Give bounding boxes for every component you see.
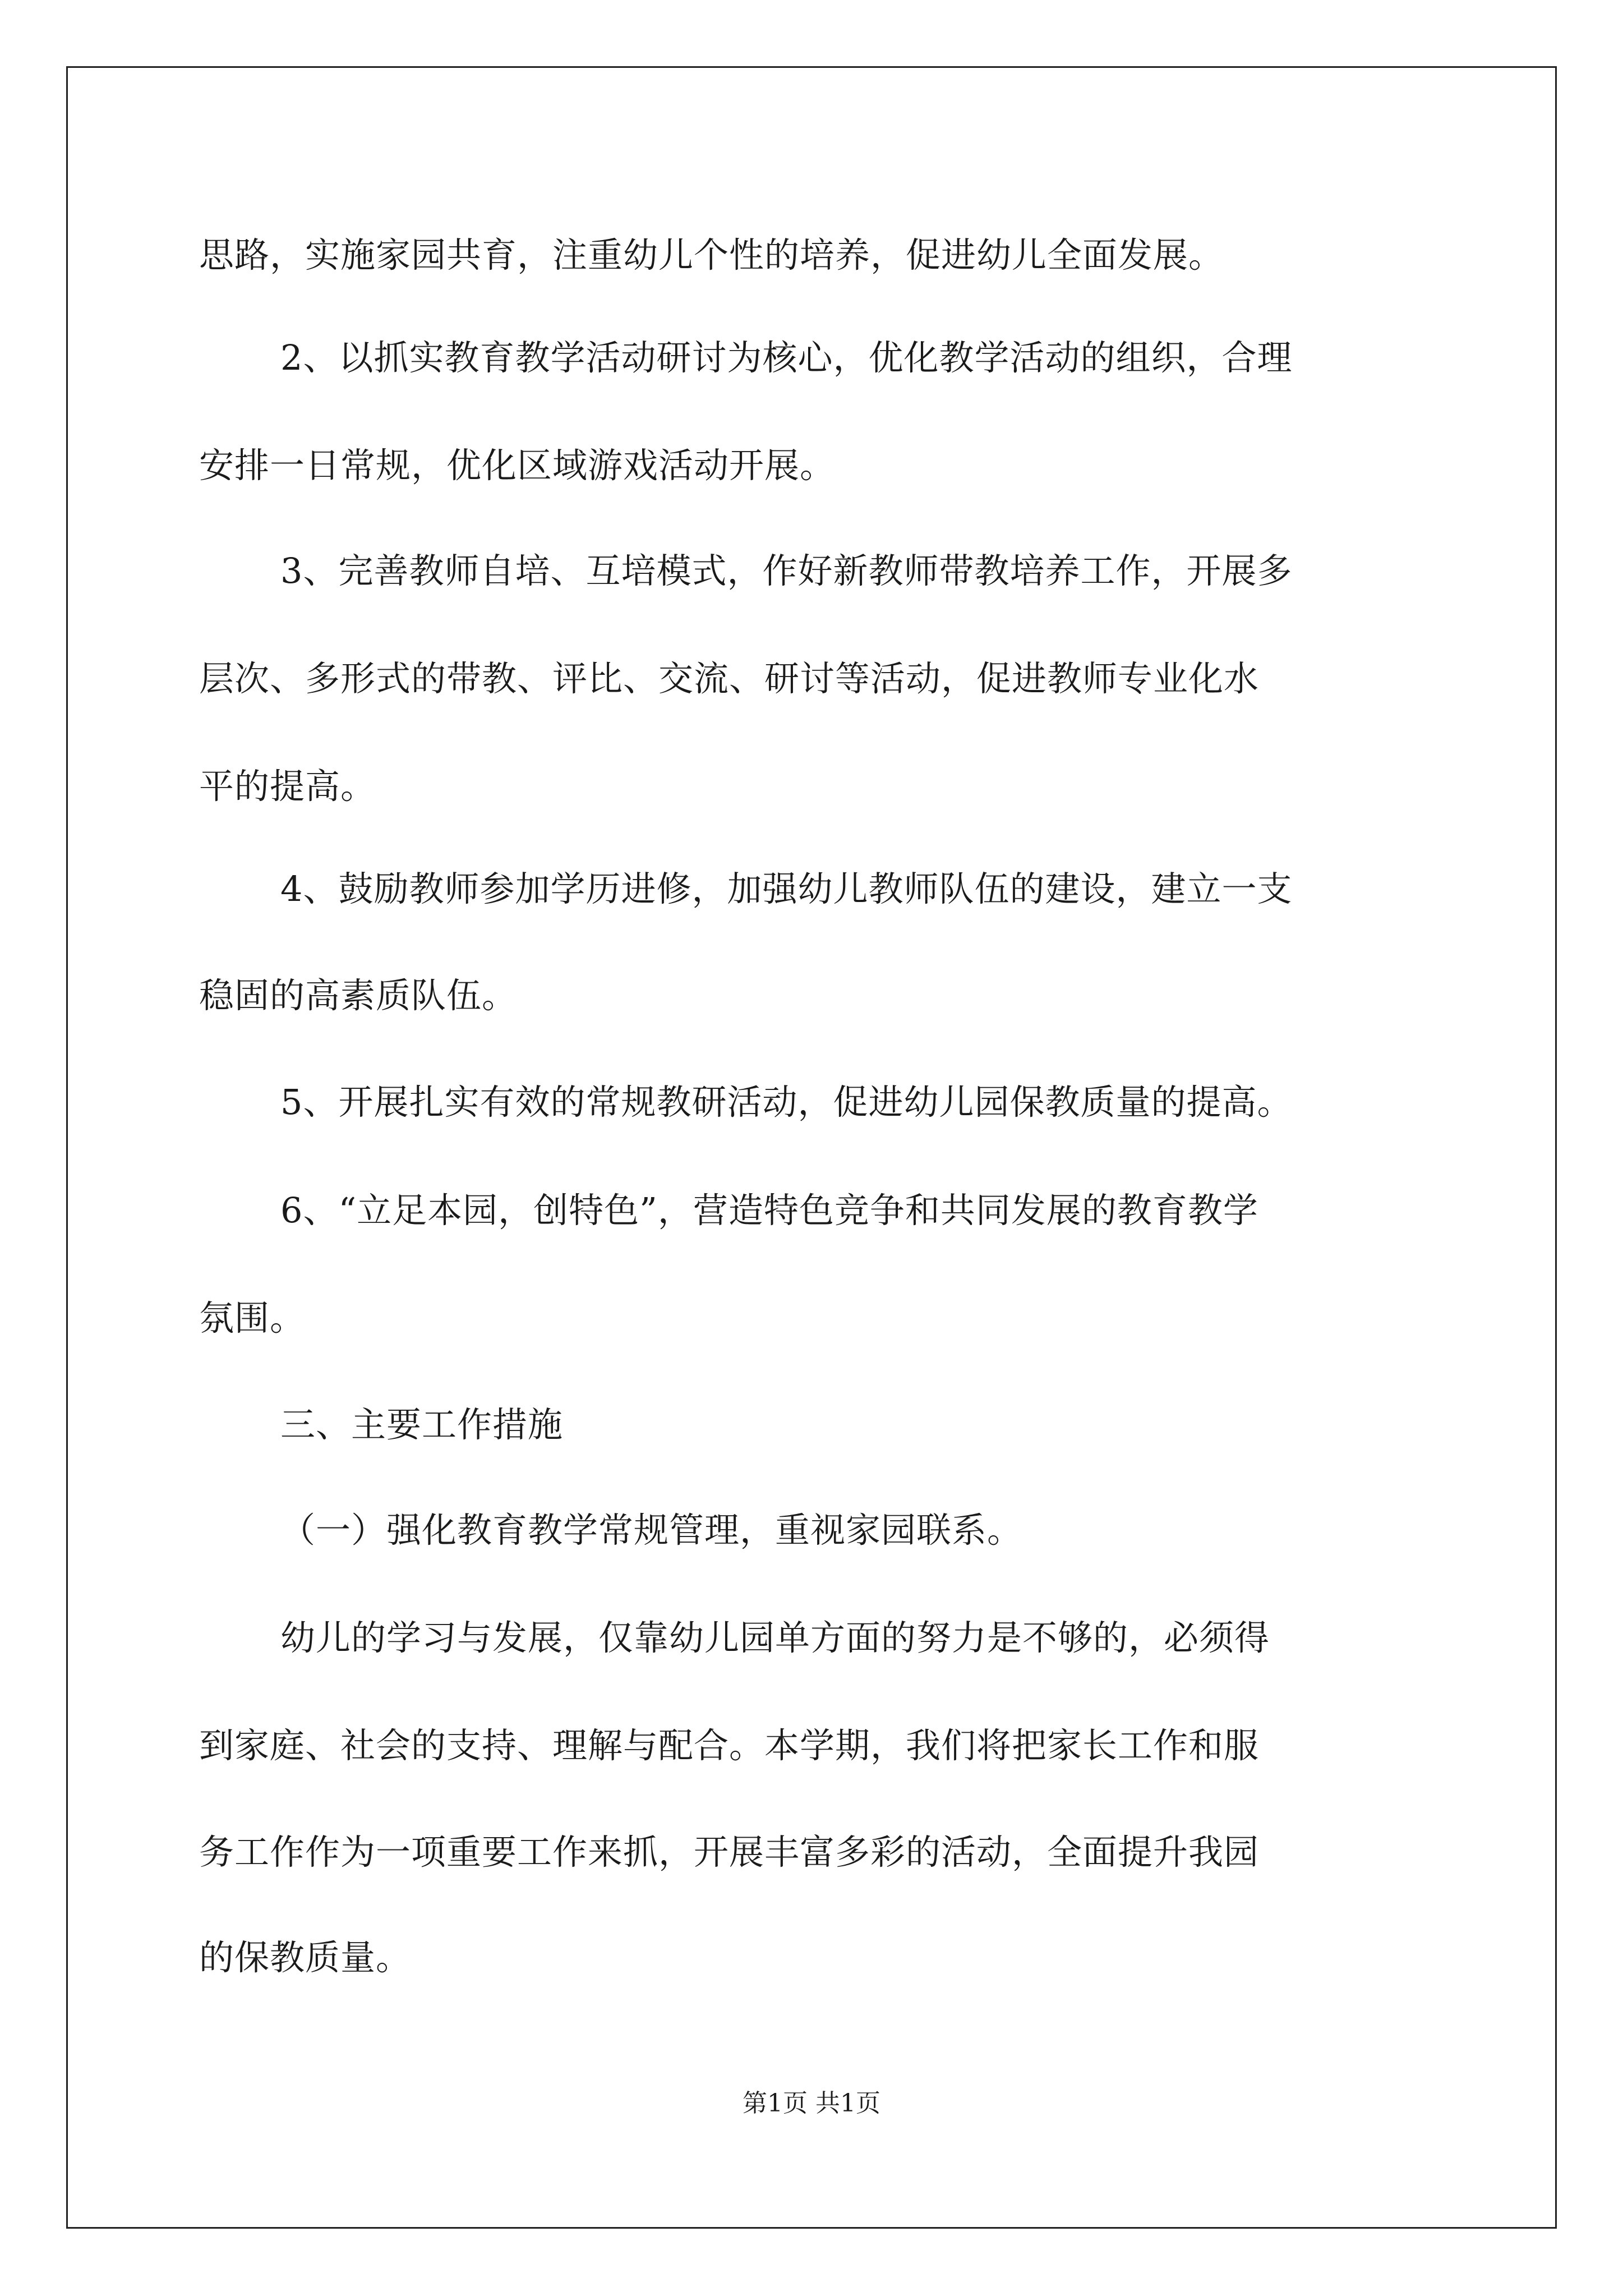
paragraph-line: 氛围。 xyxy=(199,1297,306,1338)
paragraph-line: 4、鼓励教师参加学历进修，加强幼儿教师队伍的建设，建立一支 xyxy=(280,868,1293,909)
paragraph-line: 稳固的高素质队伍。 xyxy=(199,975,518,1016)
subsection-heading: （一）强化教育教学常规管理，重视家园联系。 xyxy=(280,1510,1023,1550)
paragraph-line: 3、完善教师自培、互培模式，作好新教师带教培养工作，开展多 xyxy=(280,550,1293,591)
paragraph-line: 5、开展扎实有效的常规教研活动，促进幼儿园保教质量的提高。 xyxy=(280,1082,1293,1122)
paragraph-line: 平的提高。 xyxy=(199,766,376,807)
paragraph-line: 幼儿的学习与发展，仅靠幼儿园单方面的努力是不够的，必须得 xyxy=(280,1617,1270,1658)
section-heading: 三、主要工作措施 xyxy=(280,1404,564,1445)
paragraph-line: 思路，实施家园共育，注重幼儿个性的培养，促进幼儿全面发展。 xyxy=(199,234,1224,275)
paragraph-line: 安排一日常规，优化区域游戏活动开展。 xyxy=(199,445,836,486)
paragraph-line: 务工作作为一项重要工作来抓，开展丰富多彩的活动，全面提升我园 xyxy=(199,1832,1260,1872)
paragraph-line: 的保教质量。 xyxy=(199,1937,412,1978)
paragraph-line: 6、“立足本园，创特色”，营造特色竞争和共同发展的教育教学 xyxy=(280,1190,1258,1231)
paragraph-line: 到家庭、社会的支持、理解与配合。本学期，我们将把家长工作和服 xyxy=(199,1725,1260,1766)
paragraph-line: 层次、多形式的带教、评比、交流、研讨等活动，促进教师专业化水 xyxy=(199,658,1260,699)
page-border xyxy=(66,66,1557,2229)
paragraph-line: 2、以抓实教育教学活动研讨为核心，优化教学活动的组织，合理 xyxy=(280,337,1293,378)
page-footer: 第1页 共1页 xyxy=(743,2089,880,2118)
